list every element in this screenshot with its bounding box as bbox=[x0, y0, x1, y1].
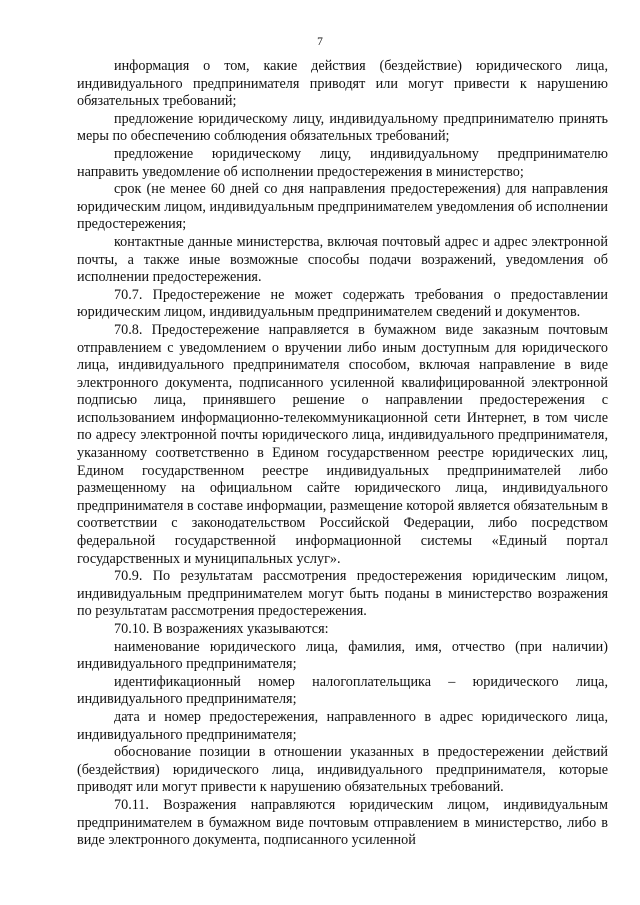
paragraph-ministry-contacts: контактные данные министерства, включая почтовый адрес и адрес электронной почты, а также иные возможные способы подачи возражений, уведомления об исполнении предостережения. bbox=[77, 233, 608, 286]
paragraph-70-11: 70.11. Возражения направляются юридическим лицом, индивидуальным предпринимателем в бумажном виде почтовым отправлением в министерство, либо в виде электронного документа, подписанного усиленной bbox=[77, 796, 608, 849]
paragraph-70-10: 70.10. В возражениях указываются: bbox=[114, 621, 329, 637]
paragraph-70-7: 70.7. Предостережение не может содержать требования о предоставлении юридическим лицом, индивидуальным предпринимателем сведений и документов. bbox=[77, 286, 608, 321]
paragraph-compliance-measures: предложение юридическому лицу, индивидуальному предпринимателю принять меры по обеспечению соблюдения обязательных требований; bbox=[77, 110, 608, 145]
paragraph-objection-date-number: дата и номер предостережения, направленного в адрес юридического лица, индивидуального предпринимателя; bbox=[77, 708, 608, 743]
paragraph-objection-name: наименование юридического лица, фамилия, имя, отчество (при наличии) индивидуального предпринимателя; bbox=[77, 638, 608, 673]
paragraph-objection-justification: обоснование позиции в отношении указанных в предостережении действий (бездействия) юридического лица, индивидуального предпринимателя, которые приводят или могут привести к нарушению обязательных требований. bbox=[77, 744, 608, 796]
paragraph-notification-deadline: срок (не менее 60 дней со дня направления предостережения) для направления юридическим лицом, индивидуальным предпринимателем уведомления об исполнении предостережения; bbox=[77, 181, 608, 233]
paragraph-warning-info: информация о том, какие действия (бездействие) юридического лица, индивидуального предпринимателя приводят или могут привести к нарушению обязательных требований; bbox=[77, 58, 608, 110]
page-number: 7 bbox=[317, 36, 323, 48]
document-body bbox=[77, 58, 608, 850]
paragraph-notification-proposal: предложение юридическому лицу, индивидуальному предпринимателю направить уведомление об исполнении предостережения в министерство; bbox=[77, 145, 608, 180]
paragraph-70-9: 70.9. По результатам рассмотрения предостережения юридическим лицом, индивидуальным предпринимателем могут быть поданы в министерство возражения по результатам рассмотрения предостережения. bbox=[77, 568, 608, 620]
paragraph-objection-inn: идентификационный номер налогоплательщика – юридического лица, индивидуального предпринимателя; bbox=[77, 673, 608, 708]
paragraph-70-8: 70.8. Предостережение направляется в бумажном виде заказным почтовым отправлением с уведомлением о вручении либо иным доступным для юридического лица, индивидуального предпринимателя способом, включая направление в виде электронного документа, подписанного усиленной квалифицированной электронной подписью лица, принявшего решение о направлении предостережения с использованием информационно-телекоммуникационной сети Интернет, в том числе по адресу электронной почты юридического лица, индивидуального предпринимателя, указанному соответственно в Едином государственном реестре юридических лиц, Едином государственном реестре индивидуальных предпринимателей либо размещенному на официальном сайте юридического лица, индивидуального предпринимателя в составе информации, размещение которой является обязательным в соответствии с законодательством Российской Федерации, либо посредством федеральной государственной информационной системы «Единый портал государственных и муниципальных услуг». bbox=[77, 321, 608, 567]
